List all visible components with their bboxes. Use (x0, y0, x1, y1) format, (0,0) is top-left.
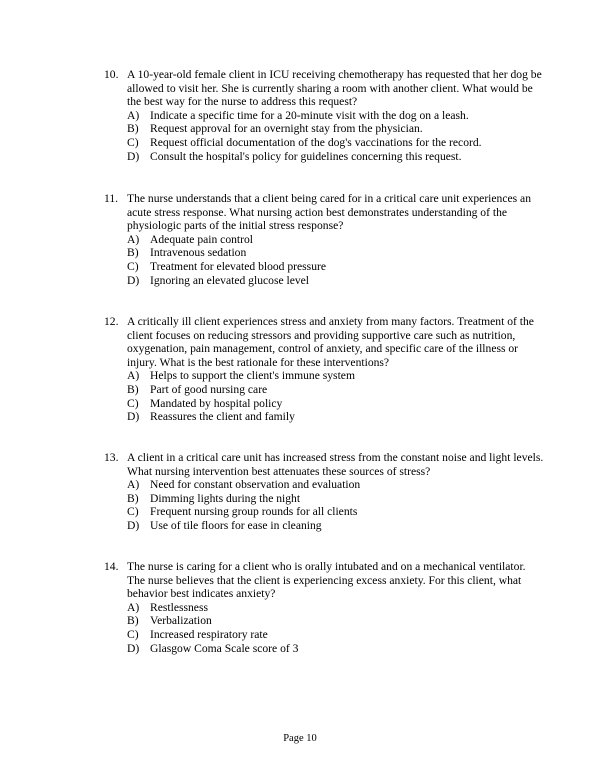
option-list (127, 478, 544, 532)
option-text: Reassures the client and family (150, 410, 295, 424)
option-d (127, 274, 544, 288)
question-number: 11. (104, 192, 119, 205)
option-b (127, 614, 544, 628)
question-number: 12. (104, 315, 119, 328)
question-10 (104, 68, 544, 163)
option-letter: C) (127, 135, 139, 149)
option-text: Request official documentation of the dog's vaccinations for the record. (150, 135, 482, 149)
option-c (127, 505, 544, 519)
option-letter: A) (127, 600, 140, 614)
question-14 (104, 560, 544, 655)
option-letter: D) (127, 273, 140, 287)
option-c (127, 260, 544, 274)
option-b (127, 122, 544, 136)
option-a (127, 478, 544, 492)
option-d (127, 150, 544, 164)
option-text: Frequent nursing group rounds for all clients (150, 505, 358, 519)
option-letter: D) (127, 641, 140, 655)
option-text: Consult the hospital's policy for guidelines concerning this request. (150, 149, 462, 163)
option-text: Verbalization (150, 614, 212, 628)
option-text: Treatment for elevated blood pressure (150, 259, 327, 273)
option-list (127, 233, 544, 287)
option-a (127, 109, 544, 123)
option-text: Indicate a specific time for a 20-minute visit with the dog on a leash. (150, 108, 469, 122)
question-number: 14. (104, 560, 119, 573)
option-text: Dimming lights during the night (150, 491, 301, 505)
option-letter: B) (127, 491, 139, 505)
option-text: Use of tile floors for ease in cleaning (150, 518, 322, 532)
question-11 (104, 192, 544, 287)
question-number: 10. (104, 68, 119, 81)
option-letter: C) (127, 505, 139, 519)
question-13 (104, 451, 544, 533)
question-stem: The nurse understands that a client being cared for in a critical care unit experiences an acute stress response. What nursing action best demonstrates understanding of the physiologic parts of the initial stress response? (127, 192, 531, 233)
option-letter: A) (127, 369, 140, 383)
question-12 (104, 315, 544, 424)
option-a (127, 369, 544, 383)
option-letter: B) (127, 614, 139, 628)
option-letter: A) (127, 232, 140, 246)
option-c (127, 397, 544, 411)
option-letter: D) (127, 149, 140, 163)
option-text: Restlessness (150, 600, 208, 614)
question-stem: A critically ill client experiences stress and anxiety from many factors. Treatment of the client focuses on reducing stressors and providing supportive care such as nutrition, oxygenation, pain management, control of anxiety, and specific care of the illness or injury. What is the best rationale for these interventions? (127, 315, 534, 369)
question-number: 13. (104, 451, 119, 464)
option-d (127, 642, 544, 656)
option-list (127, 109, 544, 163)
page-number: Page 10 (283, 733, 317, 744)
option-text: Request approval for an overnight stay from the physician. (150, 122, 423, 136)
option-letter: C) (127, 259, 139, 273)
question-stem: A client in a critical care unit has increased stress from the constant noise and light levels. What nursing intervention best attenuates these sources of stress? (127, 451, 544, 478)
option-a (127, 233, 544, 247)
option-text: Part of good nursing care (150, 382, 268, 396)
option-letter: C) (127, 396, 139, 410)
option-d (127, 519, 544, 533)
option-letter: C) (127, 627, 139, 641)
option-letter: A) (127, 478, 140, 492)
option-letter: B) (127, 382, 139, 396)
option-d (127, 410, 544, 424)
option-list (127, 369, 544, 423)
option-letter: B) (127, 246, 139, 260)
option-letter: D) (127, 518, 140, 532)
option-letter: D) (127, 410, 140, 424)
question-stem: The nurse is caring for a client who is orally intubated and on a mechanical ventilator. The nurse believes that the client is experiencing excess anxiety. For this client, what behavior best indicates anxiety? (127, 560, 526, 601)
option-list (127, 601, 544, 655)
option-c (127, 136, 544, 150)
option-text: Need for constant observation and evaluation (150, 478, 361, 492)
option-c (127, 628, 544, 642)
option-letter: A) (127, 108, 140, 122)
option-text: Increased respiratory rate (150, 627, 268, 641)
option-text: Helps to support the client's immune system (150, 369, 355, 383)
option-text: Intravenous sedation (150, 246, 247, 260)
option-b (127, 383, 544, 397)
option-text: Adequate pain control (150, 232, 254, 246)
option-letter: B) (127, 122, 139, 136)
question-stem: A 10-year-old female client in ICU receiving chemotherapy has requested that her dog be allowed to visit her. She is currently sharing a room with another client. What would be the best way for the nurse to address this request? (127, 68, 542, 109)
option-text: Ignoring an elevated glucose level (150, 273, 310, 287)
option-text: Glasgow Coma Scale score of 3 (150, 641, 299, 655)
option-b (127, 492, 544, 506)
option-text: Mandated by hospital policy (150, 396, 283, 410)
option-b (127, 246, 544, 260)
option-a (127, 601, 544, 615)
